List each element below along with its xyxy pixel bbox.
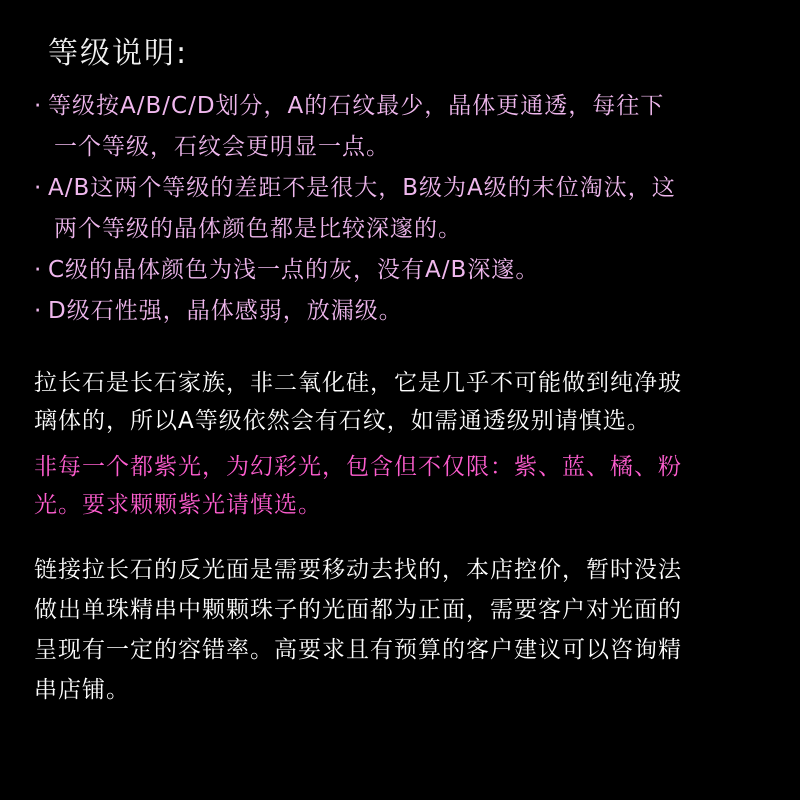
paragraph-line: 非每一个都紫光，为幻彩光，包含但不仅限：紫、蓝、橘、粉 — [34, 454, 682, 480]
bullet-dot: · — [34, 257, 43, 283]
link-note-paragraph — [34, 550, 794, 710]
paragraph-line: 呈现有一定的容错率。高要求且有预算的客户建议可以咨询精 — [34, 637, 682, 663]
grade-list — [34, 86, 794, 332]
paragraph-line: 串店铺。 — [34, 677, 130, 703]
paragraph-line: 链接拉长石的反光面是需要移动去找的，本店控价，暂时没法 — [34, 557, 682, 583]
grade-item-line: 一个等级，石纹会更明显一点。 — [54, 134, 390, 160]
grade-item — [34, 168, 794, 250]
bullet-dot: · — [34, 93, 43, 119]
paragraph-line: 做出单珠精串中颗颗珠子的光面都为正面，需要客户对光面的 — [34, 597, 682, 623]
grade-item-line: 两个等级的晶体颜色都是比较深邃的。 — [54, 216, 462, 242]
flash-note-paragraph — [34, 448, 794, 524]
grade-item-line: A/B这两个等级的差距不是很大，B级为A级的末位淘汰，这 — [48, 175, 676, 201]
grade-item-line: 等级按A/B/C/D划分，A的石纹最少，晶体更通透，每往下 — [48, 93, 665, 119]
grade-item — [34, 291, 794, 332]
grade-item — [34, 250, 794, 291]
bullet-dot: · — [34, 175, 43, 201]
grade-item-line: D级石性强，晶体感弱，放漏级。 — [48, 298, 403, 324]
grade-item-line: C级的晶体颜色为浅一点的灰，没有A/B深邃。 — [48, 257, 540, 283]
paragraph-line: 光。要求颗颗紫光请慎选。 — [34, 492, 322, 518]
paragraph-line: 拉长石是长石家族，非二氧化硅，它是几乎不可能做到纯净玻 — [34, 370, 682, 396]
bullet-dot: · — [34, 298, 43, 324]
paragraph-line: 璃体的，所以A等级依然会有石纹，如需通透级别请慎选。 — [34, 408, 651, 434]
page-title: 等级说明: — [48, 36, 189, 71]
grade-item — [34, 86, 794, 168]
stone-note-paragraph — [34, 364, 794, 440]
